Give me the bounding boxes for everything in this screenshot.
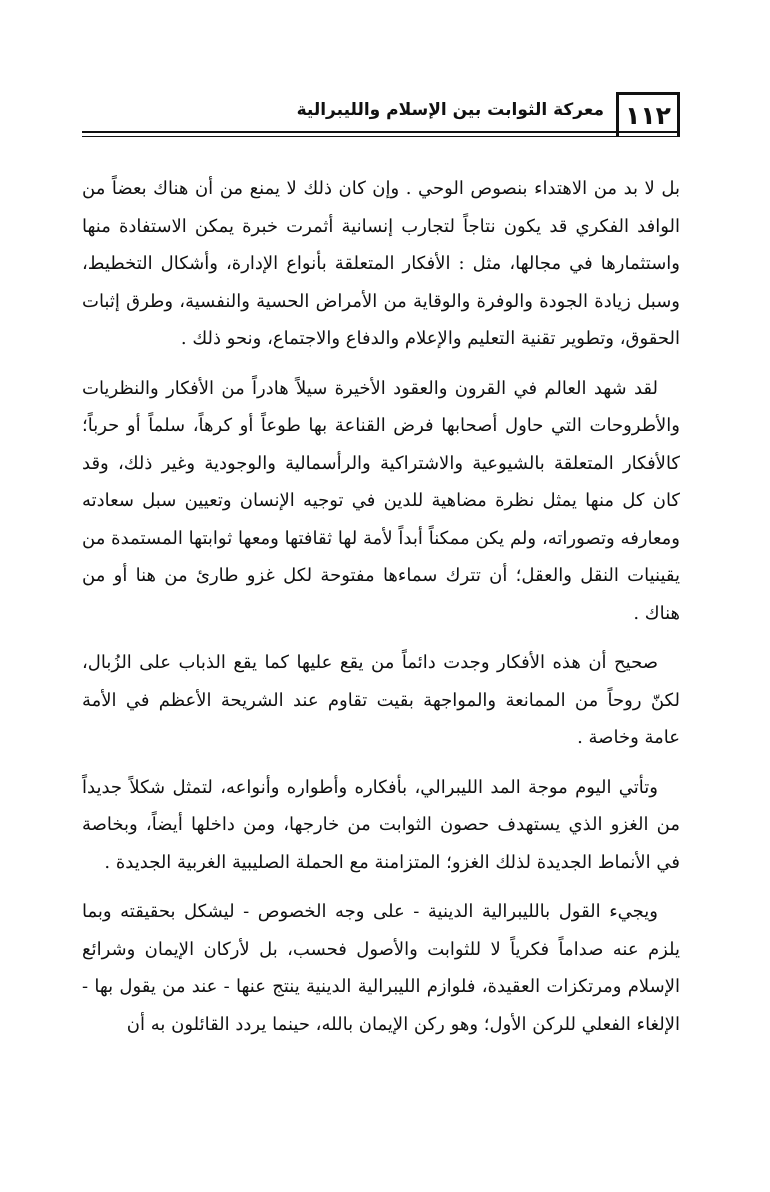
paragraph: بل لا بد من الاهتداء بنصوص الوحي . وإن كان ذلك لا يمنع من أن هناك بعضاً من الوافد الفكري قد يكون نتاجاً لتجارب إنسانية أثمرت خبرة يمكن الاستفادة منها واستثمارها في مجالها، مثل : الأفكار المتعلقة بأنواع الإدارة، وأشكال التخطيط، وسبل زيادة الجودة والوفرة والوقاية من الأمراض الحسية والنفسية، وطرق إثبات الحقوق، وتطوير تقنية التعليم والإعلام والدفاع والاجتماع، ونحو ذلك . <box>82 178 680 349</box>
paragraph: لقد شهد العالم في القرون والعقود الأخيرة سيلاً هادراً من الأفكار والنظريات والأطروحات التي حاول أصحابها فرض القناعة بها طوعاً أو كرهاً، سلماً أو حرباً؛ كالأفكار المتعلقة بالشيوعية والاشتراكية والرأسمالية والوجودية وغير ذلك، وقد كان كل منها يمثل نظرة مضاهية للدين في توجيه الإنسان وتعيين سبل سعادته ومعارفه وتصوراته، ولم يكن ممكناً أبداً لأمة لها ثقافتها ومعها ثوابتها المستمدة من يقينيات النقل والعقل؛ أن تترك سماءها مفتوحة لكل غزو طارئ من هنا أو من هناك . <box>82 377 680 624</box>
body-text <box>82 170 680 1055</box>
page-header <box>82 92 680 136</box>
page-number: ١١٢ <box>616 92 680 136</box>
header-rule <box>82 131 680 133</box>
header-rule-thin <box>82 136 680 137</box>
paragraph: ويجيء القول بالليبرالية الدينية - على وجه الخصوص - ليشكل بحقيقته وبما يلزم عنه صداماً فكرياً لا للثوابت والأصول فحسب، بل لأركان الإيمان وشرائع الإسلام ومرتكزات العقيدة، فلوازم الليبرالية الدينية ينتج عنها - عند من يقول بها - الإلغاء الفعلي للركن الأول؛ وهو ركن الإيمان بالله، حينما يردد القائلون به أن <box>82 901 680 1035</box>
paragraph: وتأتي اليوم موجة المد الليبرالي، بأفكاره وأطواره وأنواعه، لتمثل شكلاً جديداً من الغزو الذي يستهدف حصون الثوابت من خارجها، ومن داخلها أيضاً، وبخاصة في الأنماط الجديدة لذلك الغزو؛ المتزامنة مع الحملة الصليبية الغربية الجديدة . <box>82 776 680 873</box>
running-title: معركة الثوابت بين الإسلام والليبرالية <box>296 100 604 120</box>
paragraph: صحيح أن هذه الأفكار وجدت دائماً من يقع عليها كما يقع الذباب على الزُبال، لكنّ روحاً من الممانعة والمواجهة بقيت تقاوم عند الشريحة الأعظم في الأمة عامة وخاصة . <box>82 652 680 748</box>
